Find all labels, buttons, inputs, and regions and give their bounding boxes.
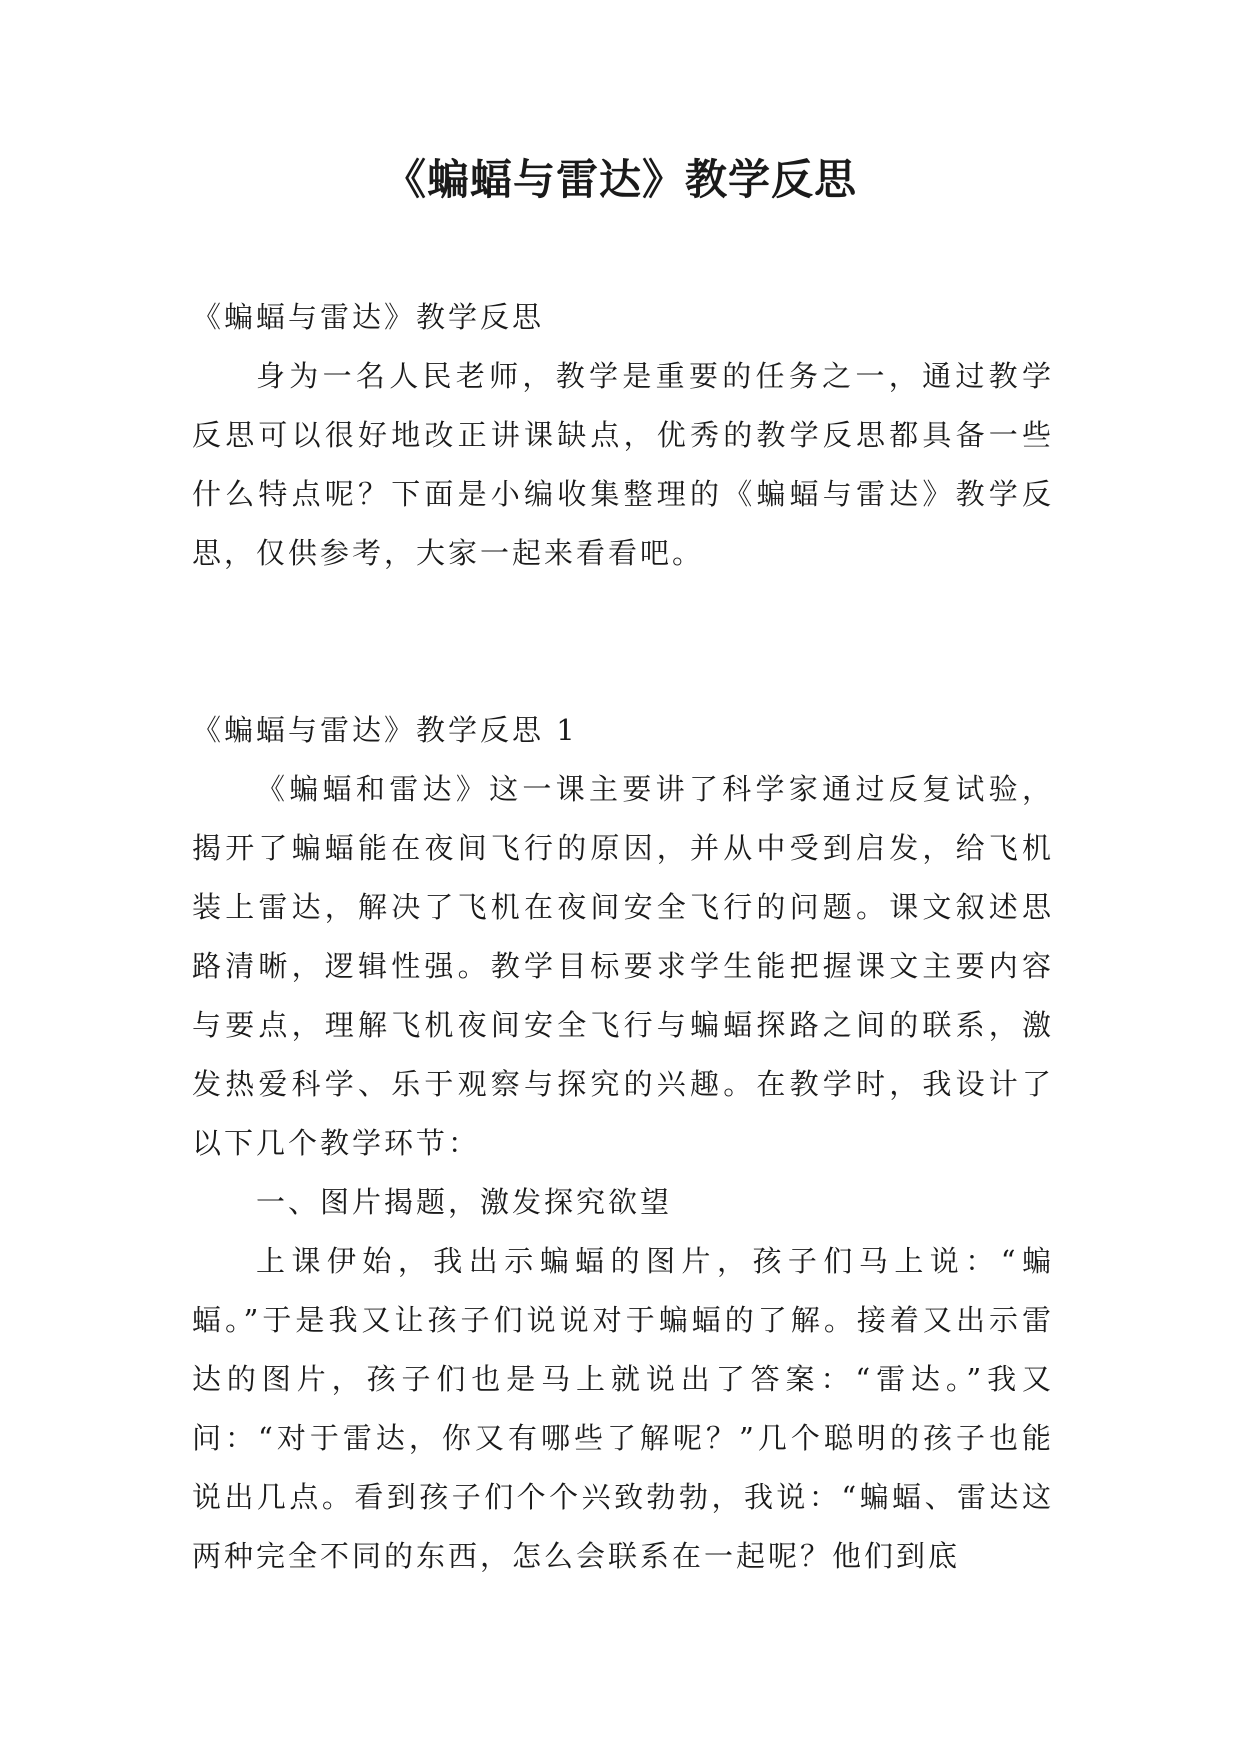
document-body [192,288,1054,1586]
section-spacer [192,583,1054,701]
section1-heading: 《蝙蝠与雷达》教学反思 1 [192,713,578,747]
section1-subheading: 一、图片揭题，激发探究欲望 [256,1185,673,1219]
section1-paragraph-1: 《蝙蝠和雷达》这一课主要讲了科学家通过反复试验，揭开了蝙蝠能在夜间飞行的原因，并从中受到启发，给飞机装上雷达，解决了飞机在夜间安全飞行的问题。课文叙述思路清晰，逻辑性强。教学目标要求学生能把握课文主要内容与要点，理解飞机夜间安全飞行与蝙蝠探路之间的联系，激发热爱科学、乐于观察与探究的兴趣。在教学时，我设计了以下几个教学环节： [192,772,1054,1160]
intro-paragraph: 身为一名人民老师，教学是重要的任务之一，通过教学反思可以很好地改正讲课缺点，优秀的教学反思都具备一些什么特点呢？下面是小编收集整理的《蝙蝠与雷达》教学反思，仅供参考，大家一起来看看吧。 [192,359,1054,570]
document-title: 《蝙蝠与雷达》教学反思 [383,155,857,204]
intro-heading: 《蝙蝠与雷达》教学反思 [192,300,545,334]
section1-paragraph-2: 上课伊始，我出示蝙蝠的图片，孩子们马上说：“蝙蝠。”于是我又让孩子们说说对于蝙蝠的了解。接着又出示雷达的图片，孩子们也是马上就说出了答案：“雷达。”我又问：“对于雷达，你又有哪些了解呢？”几个聪明的孩子也能说出几点。看到孩子们个个兴致勃勃，我说：“蝙蝠、雷达这两种完全不同的东西，怎么会联系在一起呢？他们到底 [192,1244,1054,1573]
